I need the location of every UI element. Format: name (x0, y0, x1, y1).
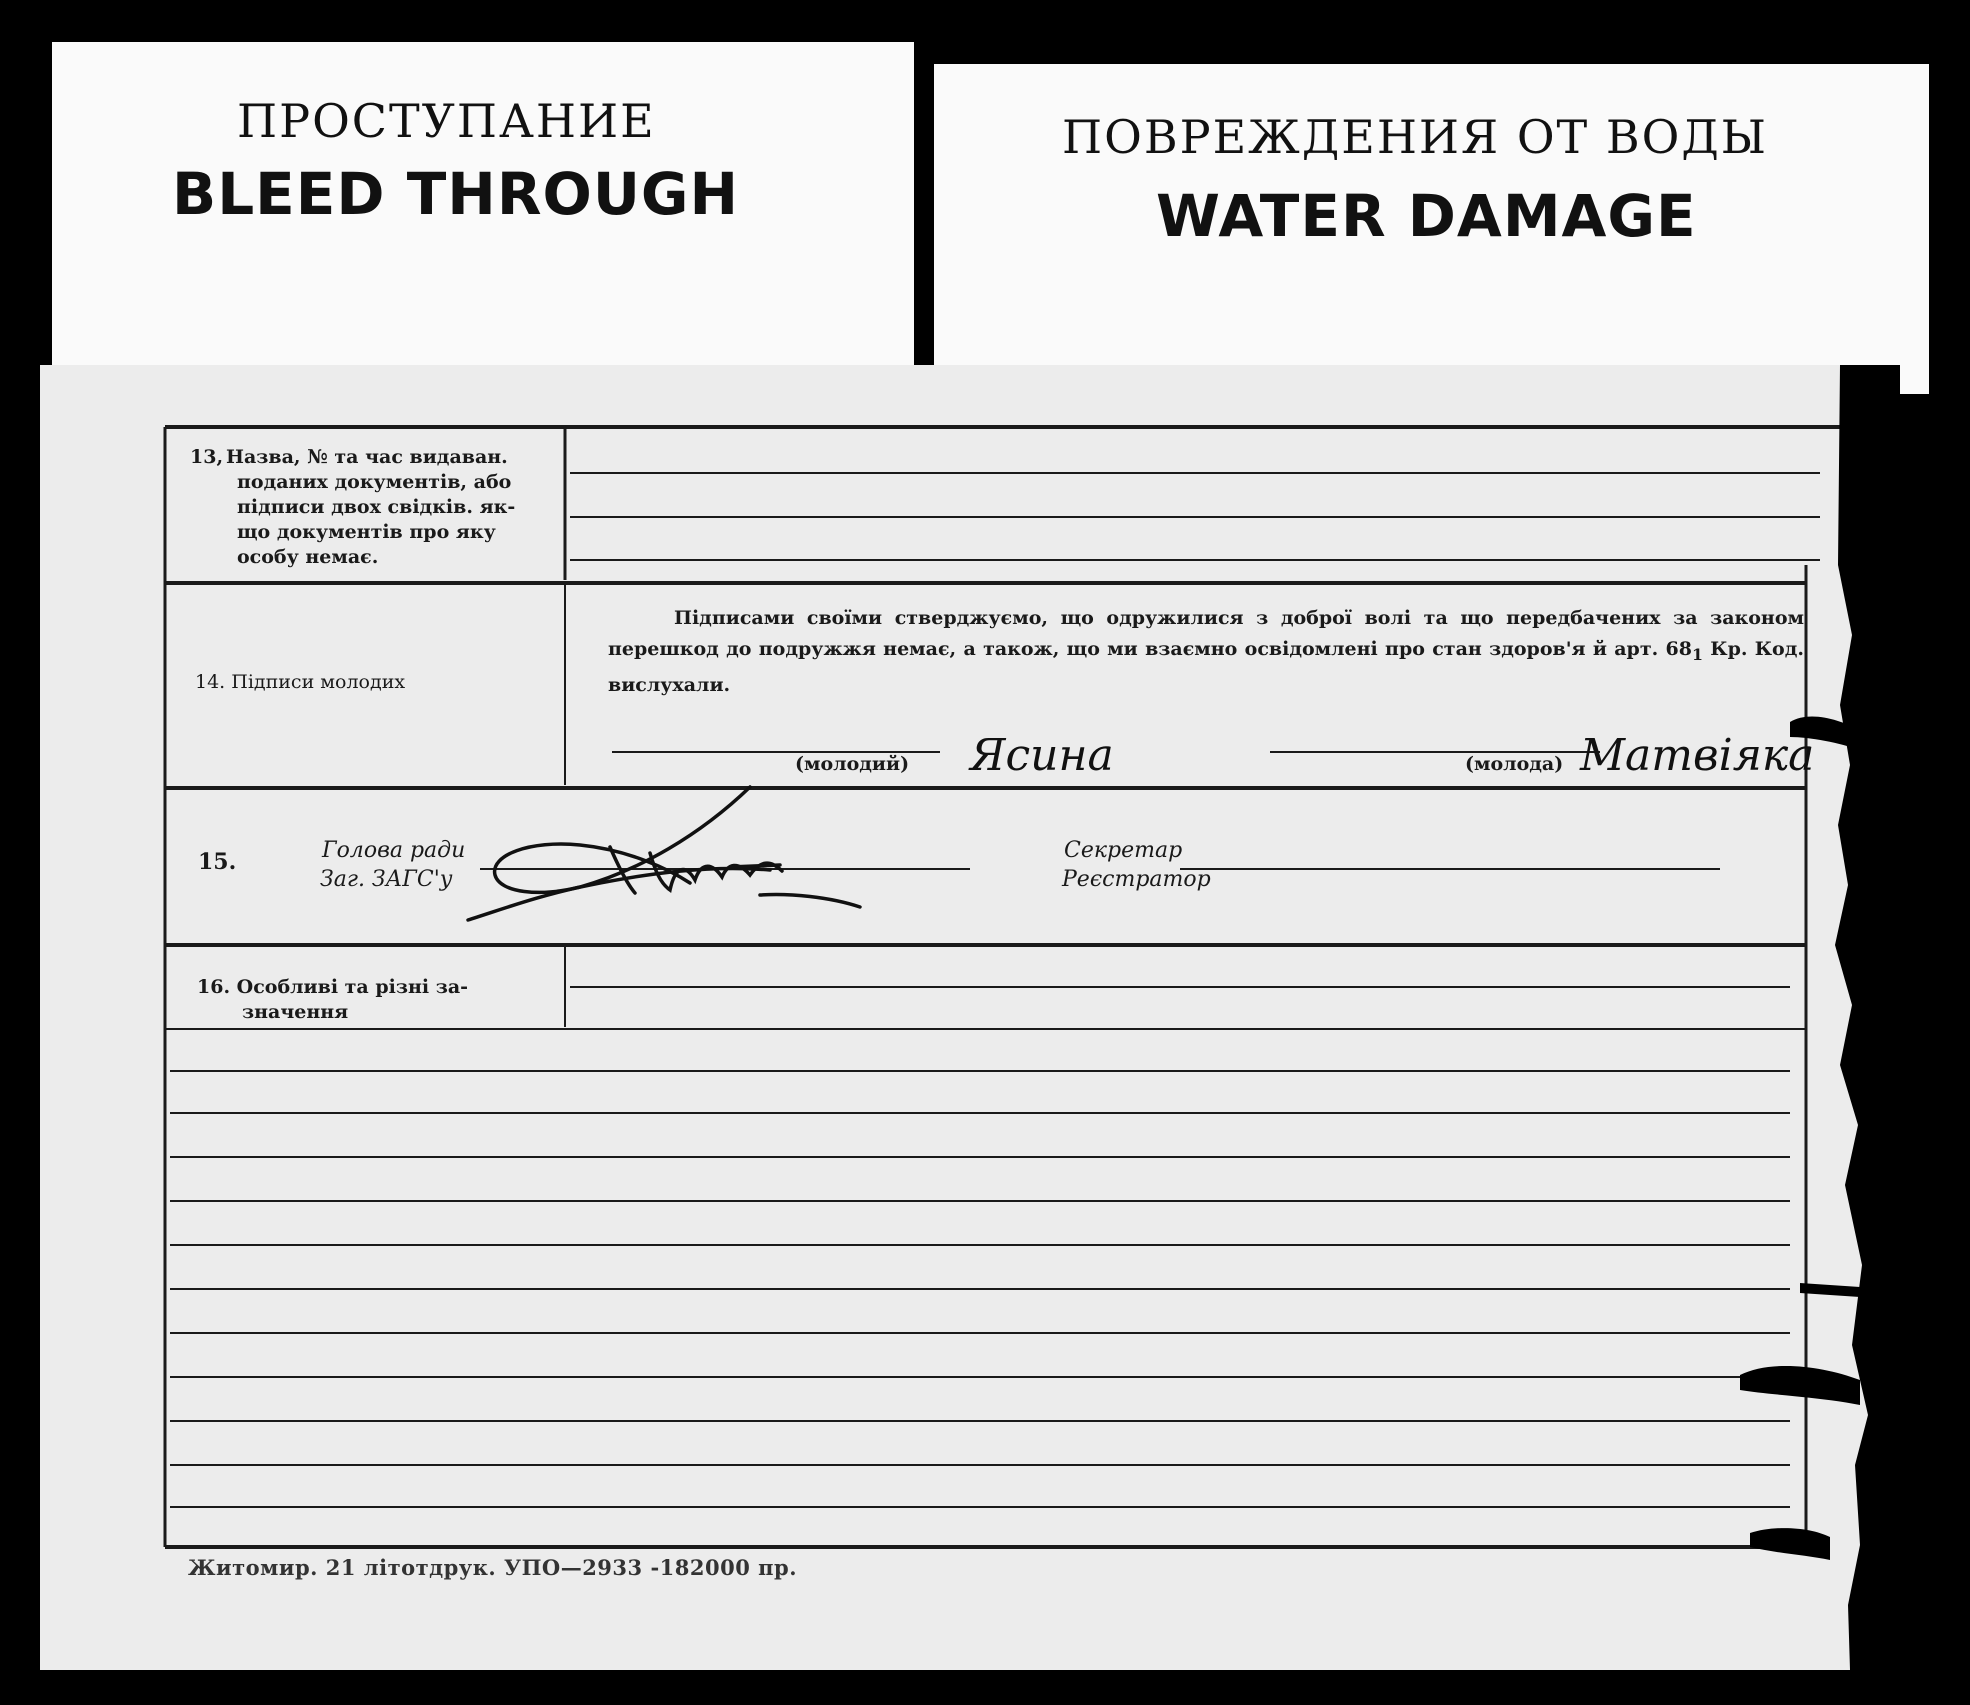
item13-line-4: що документів про яку (237, 521, 496, 543)
item13-line-1: Назва, № та час видаван. (226, 446, 508, 468)
printer-imprint: Житомир. 21 літотдрук. УПО—2933 -182000 пр. (188, 1555, 798, 1580)
item16-line-1: 16. Особливі та різні за- (197, 976, 469, 998)
head-of-council-label: Голова ради (322, 838, 466, 863)
water-damage-card (934, 64, 1929, 394)
bleed-through-en: BLEED THROUGH (172, 160, 740, 228)
statement-text-end: Кр. Код. вислухали. (608, 638, 1804, 696)
marriage-record-form (40, 365, 1900, 1670)
statement-subscript: 1 (1691, 644, 1703, 664)
groom-signature: Ясина (970, 730, 1114, 781)
item16-line-2: значення (242, 1001, 349, 1023)
groom-label: (молодий) (795, 753, 910, 775)
item13-number: 13, (190, 446, 224, 468)
bride-signature: Матвіяка (1580, 730, 1815, 781)
item14-label: 14. Підписи молодих (195, 671, 406, 693)
bleed-through-card (52, 42, 914, 382)
statement-text: Підписами своїми стверджуємо, що одружилися з доброї волі та що передбачених за законом перешкод до подружжя немає, а також, що ми взаємно освідомлені про стан здоров'я й арт. 68 (608, 607, 1804, 660)
item15-number: 15. (198, 849, 237, 875)
water-damage-en: WATER DAMAGE (1156, 182, 1697, 250)
marriage-statement (608, 603, 1804, 701)
secretary-label: Секретар (1064, 838, 1183, 863)
item16-label (197, 975, 577, 1025)
item13-line-3: підписи двох свідків. як- (237, 496, 516, 518)
head-signature-scribble (460, 775, 880, 925)
bleed-through-ru: ПРОСТУПАНИЕ (237, 94, 656, 148)
bride-label: (молода) (1465, 753, 1564, 775)
item13-line-2: поданих документів, або (237, 471, 512, 493)
item13-label (190, 445, 580, 570)
registry-deputy-label: Заг. ЗАГС'у (320, 867, 453, 892)
registrar-label: Реєстратор (1062, 867, 1211, 892)
item13-line-5: особу немає. (237, 546, 379, 568)
water-damage-ru: ПОВРЕЖДЕНИЯ ОТ ВОДЫ (1062, 110, 1769, 164)
